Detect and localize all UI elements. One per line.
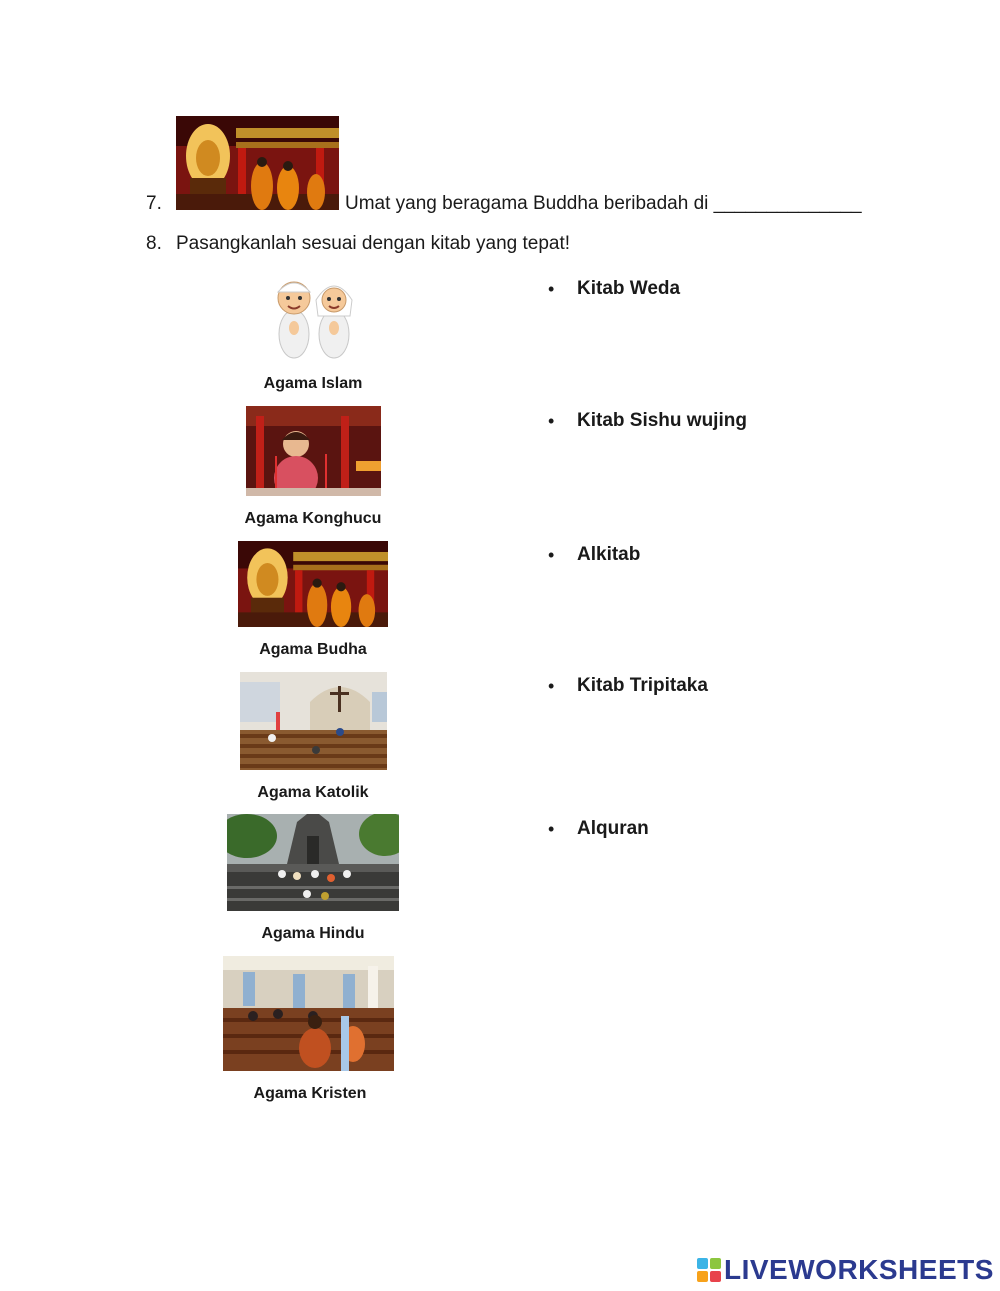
question-7-number: 7.: [146, 193, 162, 214]
caption-konghucu: Agama Konghucu: [244, 510, 382, 527]
bullet: •: [548, 411, 555, 431]
bullet: •: [548, 545, 555, 565]
book-tripitaka: Kitab Tripitaka: [577, 675, 708, 696]
book-weda: Kitab Weda: [577, 278, 681, 299]
konghucu-temple-image: [246, 406, 381, 496]
question-7-text: Umat yang beragama Buddha beribadah di ______________: [345, 193, 862, 214]
hindu-temple-image: [227, 814, 399, 911]
book-alkitab: Alkitab: [577, 544, 641, 565]
question-8-text: Pasangkanlah sesuai dengan kitab yang tepat!: [176, 233, 571, 254]
caption-kristen: Agama Kristen: [253, 1085, 367, 1102]
budha-temple-image: [238, 541, 388, 627]
liveworksheets-logo[interactable]: LIVEWORKSHEETS: [724, 1254, 994, 1285]
caption-budha: Agama Budha: [259, 641, 367, 658]
kristen-church-image: [223, 956, 394, 1071]
book-sishu-wujing: Kitab Sishu wujing: [577, 410, 747, 431]
liveworksheets-logo-icon: [697, 1258, 721, 1282]
caption-katolik: Agama Katolik: [257, 784, 369, 801]
book-alquran: Alquran: [577, 818, 649, 839]
bullet: •: [548, 279, 555, 299]
caption-hindu: Agama Hindu: [261, 925, 365, 942]
katolik-church-image: [240, 672, 387, 770]
question-8-number: 8.: [146, 233, 162, 254]
caption-islam: Agama Islam: [263, 375, 363, 392]
buddhist-temple-image: [176, 116, 339, 210]
bullet: •: [548, 676, 555, 696]
islam-children-image: [268, 270, 358, 365]
bullet: •: [548, 819, 555, 839]
